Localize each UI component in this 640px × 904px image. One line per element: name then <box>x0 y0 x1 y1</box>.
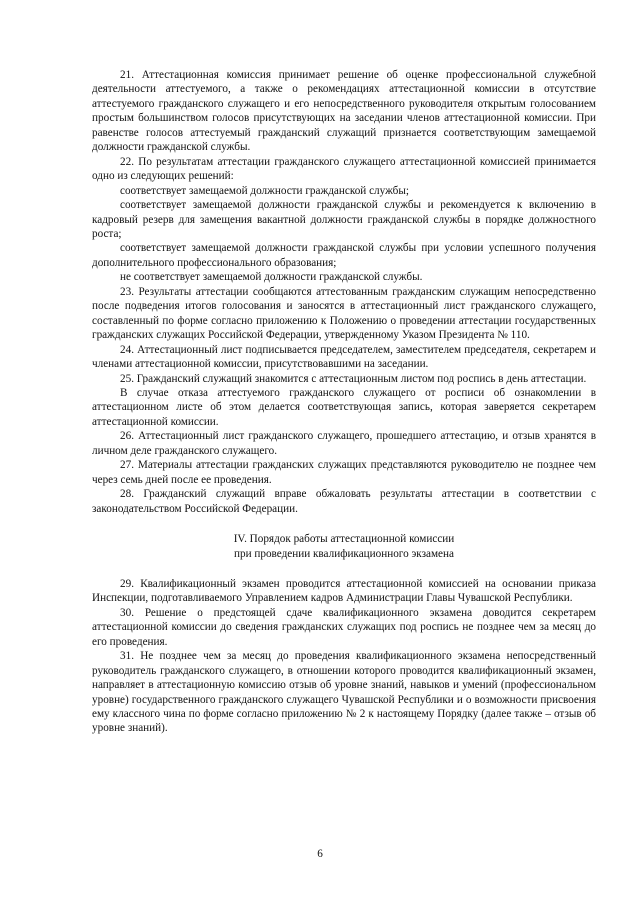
paragraph-25: 25. Гражданский служащий знакомится с аттестационным листом под роспись в день аттестации. <box>120 372 587 385</box>
paragraph-21: 21. Аттестационная комиссия принимает решение об оценке профессиональной служебной деятельности аттестуемого, а также о рекомендациях аттестационной комиссии в отсутствие аттестуемого гражданского служащего и его непосредственного руководителя открытым голосованием простым большинством голосов присутствующих на заседании членов аттестационной комиссии. При равенстве голосов аттестуемый гражданский служащий признается соответствующим замещаемой должности гражданской службы. <box>92 69 596 154</box>
decision-option-1: соответствует замещаемой должности гражданской службы; <box>120 184 409 197</box>
paragraph-31: 31. Не позднее чем за месяц до проведения квалификационного экзамена непосредственный руководитель гражданского служащего, в отношении которого проводится квалификационный экзамен, направляет в аттестационную комиссию отзыв об уровне знаний, навыков и умений (профессиональном уровне) государственного гражданского служащего Чувашской Республики и о возможности присвоения ему классного чина по форме согласно приложению № 2 к настоящему Порядку (далее также – отзыв об уровне знаний). <box>92 650 596 735</box>
decision-option-3: соответствует замещаемой должности гражданской службы при условии успешного получения дополнительного профессионального образования; <box>92 242 596 269</box>
paragraph-28: 28. Гражданский служащий вправе обжаловать результаты аттестации в соответствии с законодательством Российской Федерации. <box>92 488 596 515</box>
paragraph-24: 24. Аттестационный лист подписывается председателем, заместителем председателя, секретарем и членами аттестационной комиссии, присутствовавшими на заседании. <box>92 343 596 371</box>
document-page <box>92 68 596 736</box>
paragraph-23: 23. Результаты аттестации сообщаются аттестованным гражданским служащим непосредственно после подведения итогов голосования и заносятся в аттестационный лист гражданского служащего, составленный по форме согласно приложению к Положению о проведении аттестации государственных гражданских служащих Российской Федерации, утвержденному Указом Президента № 110. <box>92 285 596 342</box>
paragraph-29: 29. Квалификационный экзамен проводится аттестационной комиссией на основании приказа Инспекции, подготавливаемого Управлением кадров Администрации Главы Чувашской Республики. <box>92 577 596 605</box>
section-heading <box>92 532 596 561</box>
paragraph-27: 27. Материалы аттестации гражданских служащих представляются руководителю не позднее чем через семь дней после ее проведения. <box>92 459 596 486</box>
paragraph-30: 30. Решение о предстоящей сдаче квалификационного экзамена доводится секретарем аттестационной комиссии до сведения гражданских служащих под роспись не позднее чем за месяц до его проведения. <box>92 606 596 648</box>
paragraph-26: 26. Аттестационный лист гражданского служащего, прошедшего аттестацию, и отзыв хранятся в личном деле гражданского служащего. <box>92 430 596 457</box>
page-number: 6 <box>317 848 323 860</box>
decision-option-4: не соответствует замещаемой должности гражданской службы. <box>120 271 423 284</box>
paragraph-25-refusal: В случае отказа аттестуемого гражданского служащего от росписи об ознакомлении в аттестационном листе об этом делается соответствующая запись, которая заверяется секретарем аттестационной комиссии. <box>92 386 596 428</box>
decision-option-2: соответствует замещаемой должности гражданской службы и рекомендуется к включению в кадровый резерв для замещения вакантной должности гражданской службы в порядке должностного роста; <box>92 199 596 240</box>
section-heading-line-1: IV. Порядок работы аттестационной комиссии <box>233 533 455 546</box>
section-heading-line-2: при проведении квалификационного экзамена <box>234 547 454 560</box>
paragraph-22: 22. По результатам аттестации гражданского служащего аттестационной комиссией принимается одно из следующих решений: <box>92 155 596 183</box>
